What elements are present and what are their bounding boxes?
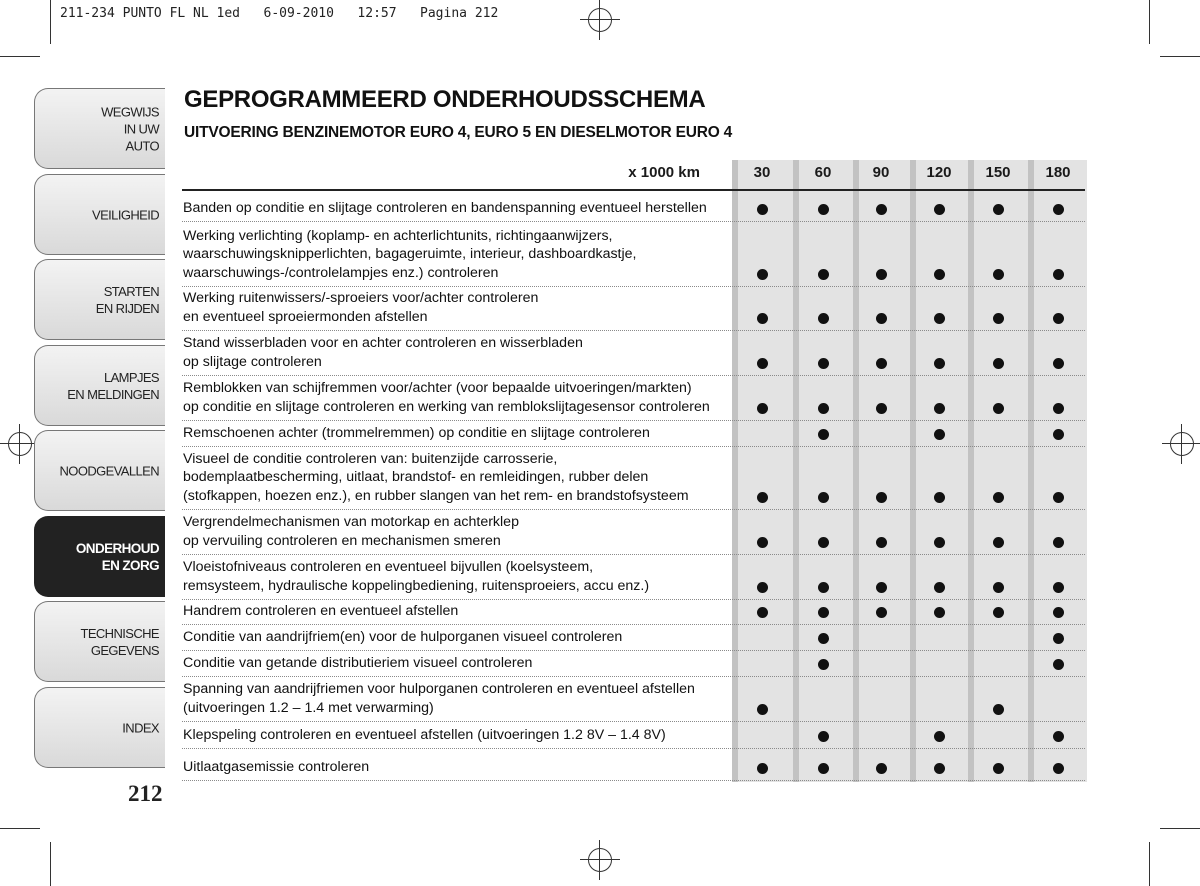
service-dot (934, 403, 945, 414)
row-description: Spanning van aandrijfriemen voor hulporganen controleren en eventueel afstellen (uitvoeringen 1.2 – 1.4 met verwarming) (183, 681, 695, 716)
table-row (182, 749, 1085, 781)
service-dot (757, 704, 768, 715)
unit-label: x 1000 km (628, 164, 700, 181)
table-row (182, 447, 1085, 510)
service-dot (1053, 582, 1064, 593)
row-description: Vloeistofniveaus controleren en eventueel bijvullen (koelsysteem, remsysteem, hydraulische koppelingbediening, ruitensproeiers, accu enz.) (183, 559, 650, 594)
service-dot (757, 537, 768, 548)
registration-mark (8, 432, 32, 456)
service-dot (993, 403, 1004, 414)
trim-mark (1149, 842, 1150, 886)
service-dot (876, 763, 887, 774)
column-header: 120 (926, 164, 952, 181)
service-dot (934, 607, 945, 618)
chapter-tab[interactable] (34, 259, 165, 340)
service-dot (993, 763, 1004, 774)
service-dot (1053, 607, 1064, 618)
trim-mark (50, 0, 51, 44)
service-dot (993, 358, 1004, 369)
service-dot (1053, 731, 1064, 742)
service-dot (876, 403, 887, 414)
table-row (182, 191, 1085, 222)
service-dot (1053, 313, 1064, 324)
column-header: 30 (753, 164, 771, 181)
registration-mark (1170, 432, 1194, 456)
row-description: Stand wisserbladen voor en achter controleren en wisserbladen op slijtage controleren (183, 335, 583, 370)
service-dot (876, 204, 887, 215)
table-row (182, 376, 1085, 421)
row-description: Handrem controleren en eventueel afstellen (183, 602, 459, 619)
trim-mark (1160, 56, 1200, 57)
chapter-tab-label: LAMPJES EN MELDINGEN (67, 369, 159, 402)
row-description: Remblokken van schijfremmen voor/achter (voor bepaalde uitvoeringen/markten) op conditie en slijtage controleren en werking van remblokslijtagesensor controleren (183, 380, 710, 415)
print-header: 211-234 PUNTO FL NL 1ed 6-09-2010 12:57 Pagina 212 (60, 6, 499, 21)
service-dot (1053, 537, 1064, 548)
service-dot (818, 269, 829, 280)
chapter-tab[interactable] (34, 345, 165, 426)
service-dot (1053, 659, 1064, 670)
table-row (182, 651, 1085, 677)
page-title: GEPROGRAMMEERD ONDERHOUDSSCHEMA (184, 86, 706, 113)
chapter-tab[interactable] (34, 88, 165, 169)
table-row (182, 421, 1085, 447)
column-header: 180 (1045, 164, 1071, 181)
table-row (182, 555, 1085, 600)
service-dot (818, 429, 829, 440)
service-dot (757, 204, 768, 215)
service-dot (757, 763, 768, 774)
service-dot (876, 492, 887, 503)
service-dot (818, 731, 829, 742)
service-dot (1053, 269, 1064, 280)
service-dot (757, 492, 768, 503)
chapter-tab-label: NOODGEVALLEN (59, 463, 159, 478)
service-dot (876, 313, 887, 324)
chapter-tab[interactable] (34, 174, 165, 255)
chapter-tab-label: VEILIGHEID (92, 207, 159, 222)
service-dot (1053, 429, 1064, 440)
row-description: Klepspeling controleren en eventueel afstellen (uitvoeringen 1.2 8V – 1.4 8V) (183, 726, 666, 743)
service-dot (876, 607, 887, 618)
service-dot (934, 204, 945, 215)
service-dot (757, 269, 768, 280)
service-dot (876, 358, 887, 369)
service-dot (934, 763, 945, 774)
service-dot (818, 582, 829, 593)
service-dot (993, 704, 1004, 715)
service-dot (993, 204, 1004, 215)
service-dot (757, 403, 768, 414)
service-dot (934, 731, 945, 742)
table-row (182, 510, 1085, 555)
service-dot (876, 582, 887, 593)
chapter-tab-label: INDEX (122, 720, 159, 735)
row-description: Werking verlichting (koplamp- en achterlichtunits, richtingaanwijzers, waarschuwingsknipperlichten, bagageruimte, interieur, dashboardkastje, waarschuwings-/controlelampjes enz.) controleren (183, 228, 637, 281)
service-dot (818, 204, 829, 215)
service-dot (757, 358, 768, 369)
registration-mark (588, 8, 612, 32)
service-dot (818, 633, 829, 644)
column-header: 150 (985, 164, 1011, 181)
service-dot (934, 358, 945, 369)
service-dot (993, 492, 1004, 503)
service-dot (818, 403, 829, 414)
service-dot (993, 537, 1004, 548)
service-dot (757, 313, 768, 324)
chapter-tab[interactable] (34, 687, 165, 768)
service-dot (818, 607, 829, 618)
chapter-tab-label: TECHNISCHE GEGEVENS (80, 625, 159, 658)
service-dot (1053, 633, 1064, 644)
row-description: Uitlaatgasemissie controleren (183, 758, 370, 775)
table-row (182, 287, 1085, 331)
row-description: Conditie van aandrijfriem(en) voor de hulporganen visueel controleren (183, 628, 623, 645)
service-dot (993, 607, 1004, 618)
service-dot (757, 607, 768, 618)
trim-mark (0, 828, 40, 829)
chapter-tab-label: STARTEN EN RIJDEN (95, 283, 159, 316)
trim-mark (50, 842, 51, 886)
service-dot (1053, 204, 1064, 215)
service-dot (993, 313, 1004, 324)
service-dot (818, 358, 829, 369)
service-dot (876, 269, 887, 280)
service-dot (934, 492, 945, 503)
trim-mark (0, 56, 40, 57)
trim-mark (1160, 828, 1200, 829)
row-description: Visueel de conditie controleren van: buitenzijde carrosserie, bodemplaatbescherming, uitlaat, brandstof- en remleidingen, rubber delen (stofkappen, hoezen enz.), en rubber slangen van het rem- en brandstofsysteem (183, 451, 689, 504)
chapter-tab[interactable] (34, 601, 165, 682)
service-dot (934, 269, 945, 280)
service-dot (818, 763, 829, 774)
trim-mark (1149, 0, 1150, 44)
row-description: Banden op conditie en slijtage controleren en bandenspanning eventueel herstellen (183, 199, 707, 216)
service-dot (876, 537, 887, 548)
service-dot (757, 582, 768, 593)
table-row (182, 625, 1085, 651)
service-dot (1053, 403, 1064, 414)
table-row (182, 677, 1085, 722)
service-dot (818, 659, 829, 670)
service-dot (818, 537, 829, 548)
service-dot (993, 269, 1004, 280)
registration-mark (588, 848, 612, 872)
service-dot (934, 313, 945, 324)
service-dot (934, 429, 945, 440)
row-description: Vergrendelmechanismen van motorkap en achterklep op vervuiling controleren en mechanismen smeren (183, 514, 519, 549)
row-description: Remschoenen achter (trommelremmen) op conditie en slijtage controleren (183, 424, 650, 441)
service-dot (818, 492, 829, 503)
row-description: Werking ruitenwissers/-sproeiers voor/achter controleren en eventueel sproeiermonden afstellen (183, 290, 539, 325)
row-description: Conditie van getande distributieriem visueel controleren (183, 654, 533, 671)
table-row (182, 722, 1085, 749)
table-row (182, 222, 1085, 287)
service-dot (1053, 358, 1064, 369)
chapter-tab[interactable] (34, 516, 165, 597)
chapter-tab[interactable] (34, 430, 165, 511)
chapter-tab-label: ONDERHOUD EN ZORG (75, 540, 159, 573)
service-dot (934, 582, 945, 593)
table-row (182, 600, 1085, 625)
page-subtitle: UITVOERING BENZINEMOTOR EURO 4, EURO 5 EN DIESELMOTOR EURO 4 (184, 124, 733, 141)
service-dot (934, 537, 945, 548)
service-dot (1053, 763, 1064, 774)
service-dot (818, 313, 829, 324)
service-dot (1053, 492, 1064, 503)
column-header: 90 (872, 164, 890, 181)
chapter-tab-label: WEGWIJS IN UW AUTO (101, 104, 159, 153)
table-row (182, 331, 1085, 376)
column-header: 60 (814, 164, 832, 181)
page-number: 212 (128, 781, 163, 806)
service-dot (993, 582, 1004, 593)
